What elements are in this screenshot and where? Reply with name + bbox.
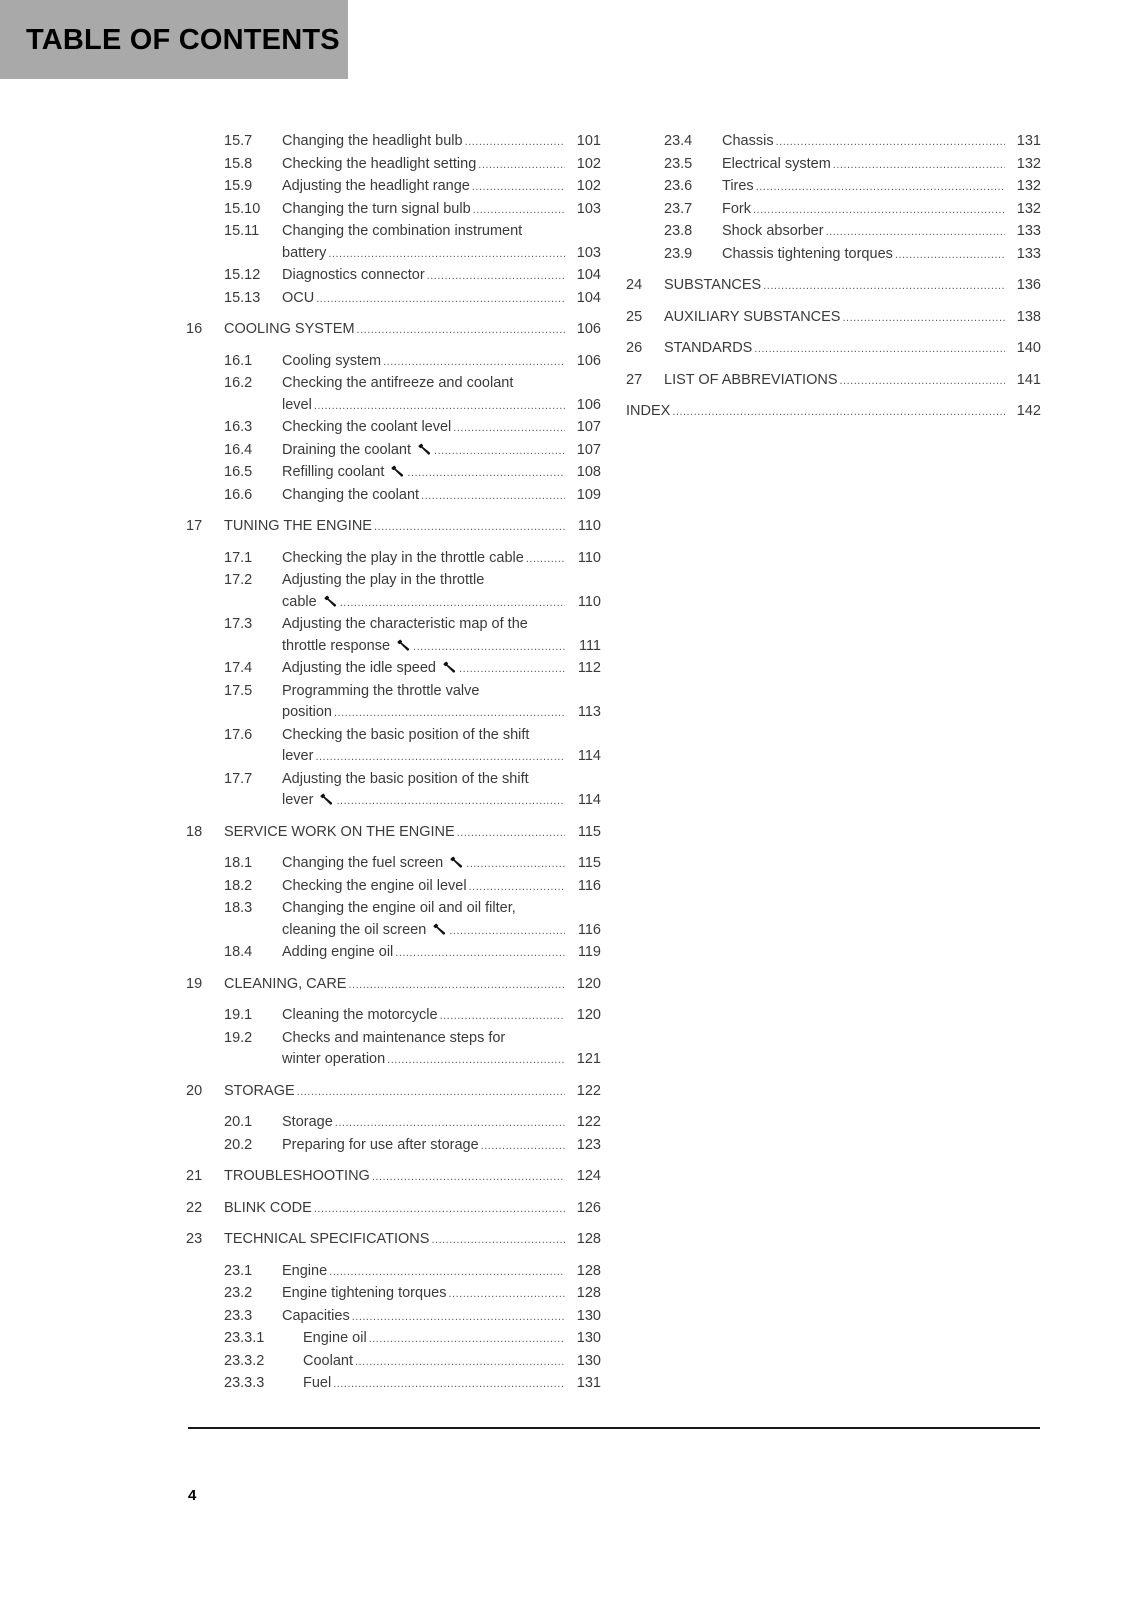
toc-entry-number: 15.13 <box>224 289 261 306</box>
toc-entry-title: Storage <box>282 1114 333 1130</box>
dot-leader <box>842 307 1005 330</box>
toc-entry-title: SUBSTANCES <box>664 277 762 293</box>
toc-entry-page: 132 <box>1016 155 1041 172</box>
dot-leader <box>297 1081 565 1104</box>
toc-entry-page: 128 <box>576 1262 601 1279</box>
toc-entry-title-line: Checks and maintenance steps for <box>282 1029 506 1046</box>
dot-leader <box>440 1005 565 1028</box>
toc-entry-page: 110 <box>577 518 601 534</box>
toc-subsection-entry[interactable] <box>186 417 601 440</box>
toc-entry-page: 103 <box>576 244 601 261</box>
toc-entry-number: 19.2 <box>224 1029 253 1046</box>
wrench-icon <box>443 661 457 673</box>
toc-subsection-entry[interactable] <box>186 725 601 769</box>
toc-entry-title: Fuel <box>303 1375 332 1391</box>
toc-entry-page: 130 <box>576 1352 601 1369</box>
dot-leader <box>457 822 565 845</box>
dot-leader <box>314 1198 565 1221</box>
toc-entry-number: 15.9 <box>224 178 253 194</box>
toc-entry-title: Capacities <box>282 1307 350 1324</box>
dot-leader <box>431 1229 565 1252</box>
toc-entry-page: 128 <box>576 1285 601 1301</box>
toc-entry-page: 102 <box>576 178 601 194</box>
wrench-icon <box>324 595 338 607</box>
dot-leader <box>421 485 565 508</box>
toc-entry-title: INDEX <box>626 403 671 419</box>
toc-entry-title: Changing the coolant <box>282 486 420 503</box>
toc-entry-number: 20 <box>186 1082 203 1099</box>
toc-entry-title: Shock absorber <box>722 223 824 239</box>
toc-entry-page: 124 <box>576 1168 601 1184</box>
toc-subsection-entry[interactable] <box>186 853 601 876</box>
toc-entry-page: 126 <box>576 1199 601 1216</box>
toc-entry-title: lever <box>282 748 314 764</box>
toc-subsection-entry[interactable] <box>186 1005 601 1028</box>
wrench-icon <box>418 443 432 455</box>
toc-subsection-entry[interactable] <box>186 1135 601 1158</box>
dot-leader <box>352 1306 565 1329</box>
toc-entry-number: 23 <box>186 1231 203 1247</box>
toc-entry-page: 133 <box>1016 223 1041 239</box>
dot-leader <box>427 265 565 288</box>
toc-section-entry[interactable] <box>186 1166 601 1189</box>
toc-entry-title: Checking the coolant level <box>282 419 452 435</box>
toc-entry-title: Changing the headlight bulb <box>282 133 463 149</box>
toc-subsection-entry[interactable] <box>186 462 601 485</box>
toc-entry-title: Refilling coolant <box>282 464 385 480</box>
footer-divider <box>188 1427 1040 1429</box>
header-bar <box>0 0 348 79</box>
dot-leader <box>314 395 565 418</box>
wrench-icon <box>391 465 405 477</box>
dot-leader <box>357 319 565 342</box>
dot-leader <box>335 1112 565 1135</box>
toc-entry-title: Preparing for use after storage <box>282 1136 479 1153</box>
toc-entry-title: SERVICE WORK ON THE ENGINE <box>224 823 455 840</box>
toc-entry-page: 132 <box>1016 200 1041 217</box>
toc-entry-title: Adding engine oil <box>282 944 394 960</box>
toc-subsection-entry[interactable] <box>626 199 1041 222</box>
toc-section-entry[interactable] <box>626 275 1041 298</box>
dot-leader <box>763 275 1005 298</box>
toc-entry-number: 23.3.2 <box>224 1352 265 1369</box>
toc-subsection-entry[interactable] <box>186 1283 601 1306</box>
toc-entry-title: Adjusting the headlight range <box>282 178 470 194</box>
toc-entry-number: 15.7 <box>224 133 253 149</box>
toc-entry-page: 110 <box>577 593 601 610</box>
dot-leader <box>840 370 1005 393</box>
toc-entry-page: 120 <box>576 975 601 992</box>
toc-column-right <box>626 131 1041 424</box>
toc-entry-page: 132 <box>1016 178 1041 194</box>
wrench-icon <box>450 856 464 868</box>
toc-section-entry[interactable] <box>186 1081 601 1104</box>
dot-leader <box>374 516 565 539</box>
toc-entry-page: 114 <box>577 792 601 808</box>
toc-subsection-entry[interactable] <box>186 1373 601 1396</box>
toc-subsection-entry[interactable] <box>186 681 601 725</box>
dot-leader <box>434 440 565 463</box>
toc-entry-title: OCU <box>282 289 315 306</box>
toc-entry-title-line: Changing the combination instrument <box>282 223 523 239</box>
toc-entry-page: 103 <box>576 200 601 217</box>
toc-entry-number: 17.7 <box>224 770 253 787</box>
toc-entry-title-line: Adjusting the characteristic map of the <box>282 616 528 632</box>
toc-entry-page: 142 <box>1016 403 1041 419</box>
dot-leader <box>466 853 565 876</box>
toc-entry-title: Draining the coolant <box>282 441 411 458</box>
toc-entry-page: 141 <box>1016 371 1041 388</box>
toc-entry-page: 106 <box>576 352 601 369</box>
toc-entry-page: 123 <box>576 1136 601 1153</box>
dot-leader <box>395 942 565 965</box>
toc-entry-title-line: Adjusting the play in the throttle <box>282 572 485 588</box>
wrench-icon <box>433 923 447 935</box>
toc-entry-title: Engine oil <box>303 1330 367 1346</box>
toc-entry-number: 23.7 <box>664 200 693 217</box>
dot-leader <box>369 1328 565 1351</box>
toc-entry-number: 21 <box>186 1168 203 1184</box>
toc-entry-number: 19.1 <box>224 1007 253 1023</box>
toc-subsection-entry[interactable] <box>186 942 601 965</box>
toc-entry-title: COOLING SYSTEM <box>224 321 355 337</box>
toc-entry-page: 116 <box>577 921 601 938</box>
toc-entry-number: 20.2 <box>224 1136 253 1153</box>
toc-entry-page: 116 <box>577 877 601 894</box>
toc-entry-number: 15.11 <box>224 223 260 239</box>
toc-section-entry[interactable] <box>626 401 1041 424</box>
toc-entry-page: 115 <box>577 823 601 840</box>
dot-leader <box>329 1261 565 1284</box>
dot-leader <box>756 176 1005 199</box>
dot-leader <box>481 1135 565 1158</box>
toc-entry-number: 18.3 <box>224 900 253 916</box>
dot-leader <box>449 920 565 943</box>
toc-entry-number: 19 <box>186 975 203 992</box>
toc-entry-title: Checking the engine oil level <box>282 877 467 894</box>
toc-subsection-entry[interactable] <box>186 1261 601 1284</box>
toc-entry-page: 115 <box>577 855 601 871</box>
dot-leader <box>453 417 565 440</box>
toc-section-entry[interactable] <box>186 319 601 342</box>
toc-entry-number: 15.8 <box>224 155 253 172</box>
toc-entry-title: position <box>282 704 332 720</box>
toc-entry-title: level <box>282 396 312 413</box>
dot-leader <box>316 288 565 311</box>
toc-entry-page: 104 <box>576 289 601 306</box>
toc-entry-title: Engine <box>282 1262 328 1279</box>
toc-entry-page: 121 <box>576 1051 601 1067</box>
toc-entry-number: 23.9 <box>664 245 693 262</box>
toc-entry-title-line: Checking the basic position of the shift <box>282 726 530 743</box>
toc-entry-number: 18.2 <box>224 877 253 894</box>
dot-leader <box>336 790 565 813</box>
toc-entry-page: 130 <box>576 1330 601 1346</box>
toc-entry-page: 122 <box>576 1082 601 1099</box>
toc-section-entry[interactable] <box>626 370 1041 393</box>
toc-subsection-entry[interactable] <box>186 548 601 571</box>
toc-entry-page: 138 <box>1016 308 1041 325</box>
toc-entry-number: 17.1 <box>224 549 253 566</box>
toc-entry-page: 136 <box>1016 277 1041 293</box>
toc-entry-number: 23.1 <box>224 1262 253 1279</box>
dot-leader <box>459 658 565 681</box>
toc-subsection-entry[interactable] <box>186 898 601 942</box>
toc-entry-number: 23.5 <box>664 155 693 172</box>
toc-subsection-entry[interactable] <box>186 221 601 265</box>
toc-entry-number: 18 <box>186 823 203 840</box>
toc-entry-page: 111 <box>578 637 601 654</box>
toc-subsection-entry[interactable] <box>626 154 1041 177</box>
toc-entry-title: lever <box>282 792 314 808</box>
toc-section-entry[interactable] <box>626 307 1041 330</box>
toc-entry-page: 128 <box>576 1231 601 1247</box>
toc-section-entry[interactable] <box>186 822 601 845</box>
toc-entry-page: 108 <box>576 464 601 480</box>
toc-entry-page: 101 <box>576 133 601 149</box>
toc-entry-page: 113 <box>577 704 601 720</box>
toc-entry-number: 16 <box>186 321 203 337</box>
toc-entry-title: AUXILIARY SUBSTANCES <box>664 308 841 325</box>
dot-leader <box>473 199 565 222</box>
toc-entry-page: 106 <box>576 396 601 413</box>
toc-entry-title: Adjusting the idle speed <box>282 660 436 676</box>
toc-entry-number: 26 <box>626 340 643 356</box>
toc-subsection-entry[interactable] <box>186 1112 601 1135</box>
toc-subsection-entry[interactable] <box>626 131 1041 154</box>
toc-entry-number: 23.2 <box>224 1285 253 1301</box>
toc-subsection-entry[interactable] <box>186 176 601 199</box>
dot-leader <box>776 131 1005 154</box>
toc-entry-number: 17.5 <box>224 682 253 699</box>
toc-section-entry[interactable] <box>186 974 601 997</box>
toc-entry-number: 24 <box>626 277 643 293</box>
toc-entry-number: 16.5 <box>224 464 253 480</box>
toc-subsection-entry[interactable] <box>186 373 601 417</box>
toc-entry-number: 17.4 <box>224 660 253 676</box>
toc-entry-number: 23.4 <box>664 133 693 149</box>
dot-leader <box>472 176 565 199</box>
toc-subsection-entry[interactable] <box>186 288 601 311</box>
dot-leader <box>328 243 565 266</box>
dot-leader <box>355 1351 565 1374</box>
dot-leader <box>826 221 1005 244</box>
toc-entry-title: Engine tightening torques <box>282 1285 447 1301</box>
page-number: 4 <box>188 1487 197 1504</box>
toc-subsection-entry[interactable] <box>186 1028 601 1072</box>
wrench-icon <box>397 639 411 651</box>
toc-entry-page: 133 <box>1016 245 1041 262</box>
toc-entry-number: 23.3 <box>224 1307 253 1324</box>
dot-leader <box>448 1283 565 1306</box>
toc-entry-number: 18.4 <box>224 944 253 960</box>
toc-entry-title-line: Adjusting the basic position of the shift <box>282 770 529 787</box>
toc-entry-number: 23.3.1 <box>224 1330 265 1346</box>
toc-subsection-entry[interactable] <box>626 221 1041 244</box>
toc-entry-number: 16.3 <box>224 419 253 435</box>
toc-subsection-entry[interactable] <box>186 876 601 899</box>
toc-entry-title: BLINK CODE <box>224 1199 312 1216</box>
toc-entry-page: 122 <box>576 1114 601 1130</box>
toc-entry-number: 16.4 <box>224 441 253 458</box>
toc-subsection-entry[interactable] <box>186 570 601 614</box>
toc-entry-page: 140 <box>1016 340 1041 356</box>
dot-leader <box>465 131 565 154</box>
toc-subsection-entry[interactable] <box>186 351 601 374</box>
toc-entry-title: Chassis tightening torques <box>722 245 893 262</box>
toc-entry-page: 109 <box>576 486 601 503</box>
toc-entry-number: 20.1 <box>224 1114 253 1130</box>
dot-leader <box>672 401 1005 424</box>
toc-section-entry[interactable] <box>186 1229 601 1252</box>
toc-entry-title-line: Checking the antifreeze and coolant <box>282 375 514 391</box>
toc-subsection-entry[interactable] <box>186 154 601 177</box>
toc-entry-number: 25 <box>626 308 643 325</box>
toc-entry-page: 131 <box>576 1375 601 1391</box>
dot-leader <box>413 636 565 659</box>
toc-entry-title: Cleaning the motorcycle <box>282 1007 438 1023</box>
toc-section-entry[interactable] <box>626 338 1041 361</box>
toc-entry-number: 22 <box>186 1199 203 1216</box>
toc-entry-title: throttle response <box>282 637 391 654</box>
toc-entry-title: TUNING THE ENGINE <box>224 518 372 534</box>
toc-entry-page: 102 <box>576 155 601 172</box>
toc-entry-page: 114 <box>577 748 601 764</box>
toc-entry-page: 110 <box>577 549 601 566</box>
toc-entry-page: 107 <box>576 419 601 435</box>
dot-leader <box>754 338 1005 361</box>
toc-entry-number: 17.3 <box>224 616 253 632</box>
wrench-icon <box>320 793 334 805</box>
toc-subsection-entry[interactable] <box>186 658 601 681</box>
toc-entry-page: 112 <box>577 660 601 676</box>
dot-leader <box>895 244 1005 267</box>
toc-entry-number: 18.1 <box>224 855 253 871</box>
toc-entry-page: 131 <box>1016 133 1041 149</box>
dot-leader <box>348 974 565 997</box>
dot-leader <box>340 592 565 615</box>
toc-entry-page: 119 <box>577 944 601 960</box>
toc-entry-title: Chassis <box>722 133 774 149</box>
dot-leader <box>478 154 565 177</box>
toc-entry-title: Checking the headlight setting <box>282 155 477 172</box>
toc-entry-number: 16.2 <box>224 375 253 391</box>
toc-entry-title: Checking the play in the throttle cable <box>282 549 524 566</box>
toc-subsection-entry[interactable] <box>626 176 1041 199</box>
dot-leader <box>372 1166 565 1189</box>
dot-leader <box>833 154 1005 177</box>
toc-subsection-entry[interactable] <box>186 199 601 222</box>
toc-entry-number: 23.6 <box>664 178 693 194</box>
toc-entry-title: TECHNICAL SPECIFICATIONS <box>224 1231 430 1247</box>
toc-entry-number: 16.1 <box>224 352 253 369</box>
toc-subsection-entry[interactable] <box>186 1306 601 1329</box>
dot-leader <box>526 548 565 571</box>
toc-section-entry[interactable] <box>186 516 601 539</box>
toc-entry-title: TROUBLESHOOTING <box>224 1168 370 1184</box>
toc-entry-title: Fork <box>722 200 751 217</box>
toc-entry-title-line: Programming the throttle valve <box>282 682 480 699</box>
toc-column-left <box>186 131 601 1396</box>
toc-entry-number: 23.3.3 <box>224 1375 265 1391</box>
toc-entry-title: STORAGE <box>224 1082 295 1099</box>
toc-entry-title: Tires <box>722 178 754 194</box>
toc-subsection-entry[interactable] <box>186 131 601 154</box>
toc-entry-title: cleaning the oil screen <box>282 921 427 938</box>
dot-leader <box>753 199 1005 222</box>
toc-entry-page: 106 <box>576 321 601 337</box>
dot-leader <box>387 1049 565 1072</box>
toc-entry-number: 16.6 <box>224 486 253 503</box>
toc-entry-number: 15.12 <box>224 267 261 283</box>
toc-entry-title: Electrical system <box>722 155 831 172</box>
toc-subsection-entry[interactable] <box>186 485 601 508</box>
toc-entry-title: STANDARDS <box>664 340 753 356</box>
toc-entry-title: Coolant <box>303 1352 353 1369</box>
dot-leader <box>407 462 565 485</box>
dot-leader <box>333 1373 565 1396</box>
toc-entry-number: 27 <box>626 371 643 388</box>
toc-entry-number: 17 <box>186 518 203 534</box>
toc-subsection-entry[interactable] <box>186 614 601 658</box>
toc-subsection-entry[interactable] <box>186 1328 601 1351</box>
toc-entry-number: 23.8 <box>664 223 693 239</box>
toc-entry-page: 107 <box>576 441 601 458</box>
toc-subsection-entry[interactable] <box>186 1351 601 1374</box>
toc-entry-title: Changing the fuel screen <box>282 855 444 871</box>
toc-entry-title: battery <box>282 244 327 261</box>
toc-entry-title: cable <box>282 593 317 610</box>
dot-leader <box>469 876 565 899</box>
toc-entry-title-line: Changing the engine oil and oil filter, <box>282 900 516 916</box>
toc-entry-number: 17.2 <box>224 572 253 588</box>
toc-subsection-entry[interactable] <box>186 265 601 288</box>
toc-entry-title: Diagnostics connector <box>282 267 425 283</box>
dot-leader <box>315 746 565 769</box>
toc-entry-title: winter operation <box>282 1051 386 1067</box>
toc-entry-page: 104 <box>576 267 601 283</box>
dot-leader <box>334 702 565 725</box>
toc-subsection-entry[interactable] <box>186 440 601 463</box>
toc-entry-title: Cooling system <box>282 352 382 369</box>
toc-entry-number: 15.10 <box>224 200 261 217</box>
toc-entry-number: 17.6 <box>224 726 253 743</box>
toc-entry-page: 120 <box>576 1007 601 1023</box>
toc-entry-title: Changing the turn signal bulb <box>282 200 471 217</box>
toc-entry-page: 130 <box>576 1307 601 1324</box>
dot-leader <box>383 351 565 374</box>
page-title: TABLE OF CONTENTS <box>26 24 340 56</box>
toc-subsection-entry[interactable] <box>626 244 1041 267</box>
toc-entry-title: CLEANING, CARE <box>224 975 347 992</box>
toc-entry-title: LIST OF ABBREVIATIONS <box>664 371 838 388</box>
toc-section-entry[interactable] <box>186 1198 601 1221</box>
toc-subsection-entry[interactable] <box>186 769 601 813</box>
